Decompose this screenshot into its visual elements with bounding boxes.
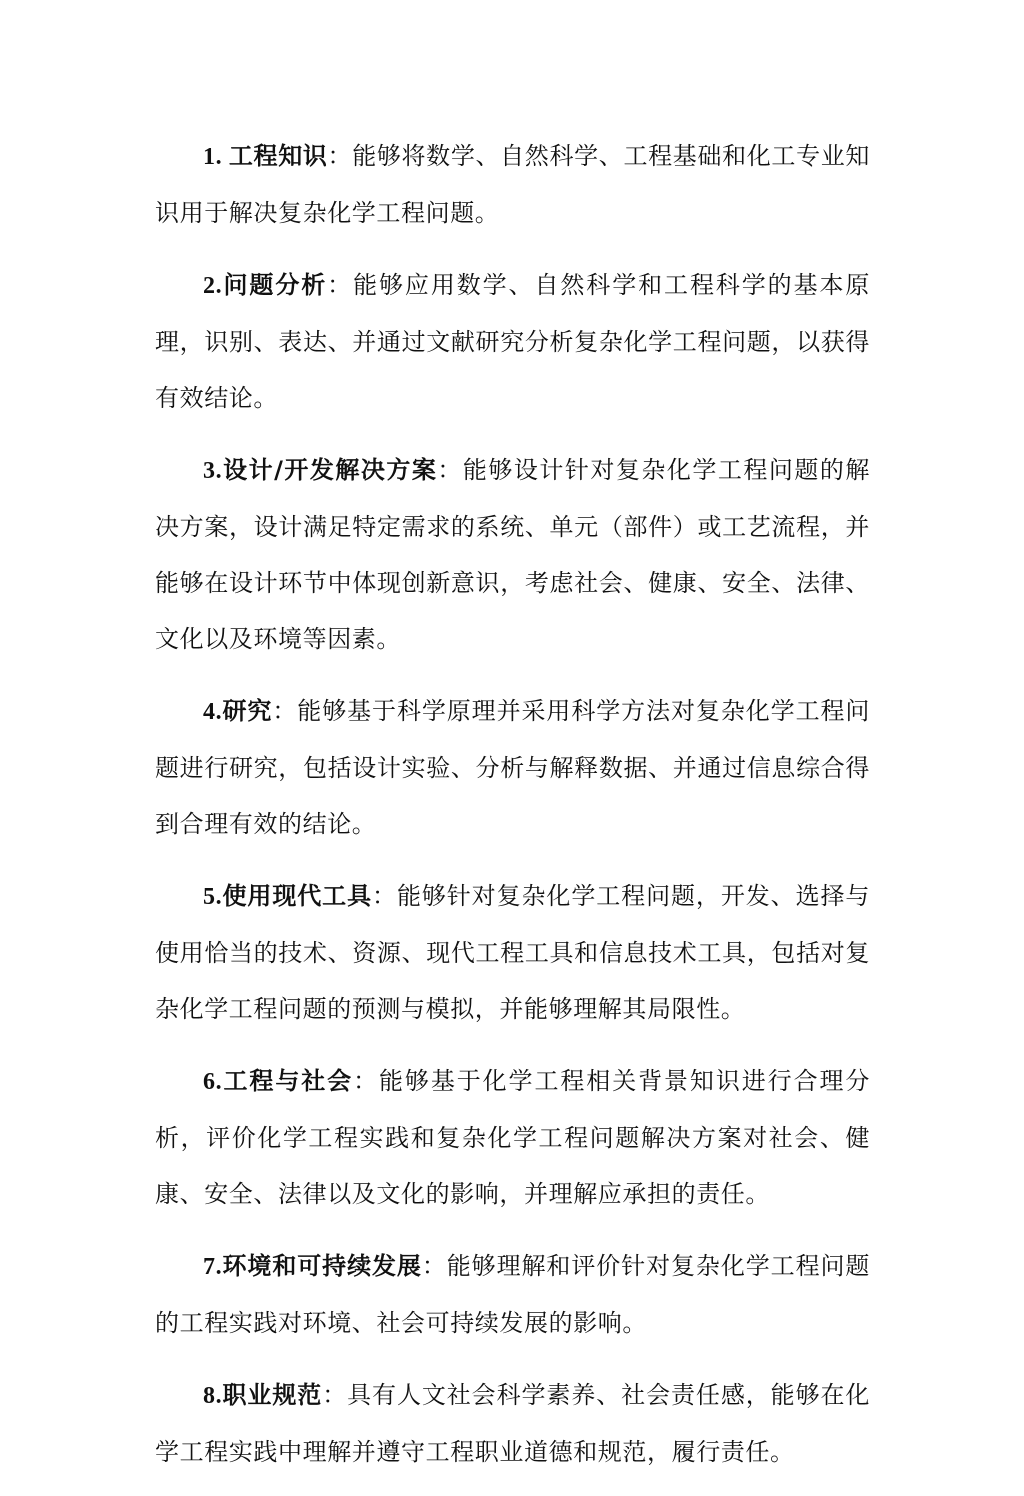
outcome-item-4 [155, 683, 870, 852]
item-separator: ： [353, 1067, 379, 1095]
item-separator: ： [437, 456, 463, 484]
item-separator: ： [327, 271, 354, 299]
item-title: 工程知识 [228, 142, 328, 170]
outcome-item-5 [155, 868, 870, 1037]
item-number: 4. [203, 699, 223, 725]
document-body [155, 128, 870, 1496]
item-number: 6. [203, 1069, 223, 1095]
item-text: 能够针对复杂化学工程问题，开发、选择与使用恰当的技术、资源、现代工程工具和信息技术工具，包括对复杂化学工程问题的预测与模拟，并能够理解其局限性。 [155, 882, 870, 1023]
outcome-item-2 [155, 257, 870, 426]
outcome-item-3 [155, 442, 870, 667]
item-number: 8. [203, 1383, 223, 1409]
item-title: 设计/开发解决方案 [222, 456, 438, 484]
item-text: 能够基于科学原理并采用科学方法对复杂化学工程问题进行研究，包括设计实验、分析与解释数据、并通过信息综合得到合理有效的结论。 [155, 697, 870, 838]
outcome-item-7 [155, 1238, 870, 1351]
item-title: 研究 [222, 697, 273, 725]
item-number: 2. [203, 273, 223, 299]
item-text: 能够基于化学工程相关背景知识进行合理分析，评价化学工程实践和复杂化学工程问题解决方案对社会、健康、安全、法律以及文化的影响，并理解应承担的责任。 [155, 1067, 871, 1208]
item-separator: ： [327, 142, 353, 170]
item-text: 具有人文社会科学素养、社会责任感，能够在化学工程实践中理解并遵守工程职业道德和规范，履行责任。 [155, 1381, 870, 1466]
item-separator: ： [272, 697, 298, 725]
item-text: 能够设计针对复杂化学工程问题的解决方案，设计满足特定需求的系统、单元（部件）或工艺流程，并能够在设计环节中体现创新意识，考虑社会、健康、安全、法律、文化以及环境等因素。 [155, 456, 870, 653]
item-title: 使用现代工具 [222, 882, 373, 910]
item-separator: ： [421, 1252, 447, 1280]
item-number: 1. [203, 144, 229, 170]
outcome-item-8 [155, 1367, 870, 1480]
item-title: 问题分析 [222, 271, 328, 299]
item-title: 工程与社会 [222, 1067, 354, 1095]
outcome-item-1 [155, 128, 870, 241]
item-separator: ： [322, 1381, 348, 1409]
item-number: 5. [203, 884, 223, 910]
item-text: 能够应用数学、自然科学和工程科学的基本原理，识别、表达、并通过文献研究分析复杂化学工程问题，以获得有效结论。 [155, 271, 871, 412]
item-number: 3. [203, 458, 223, 484]
item-text: 能够将数学、自然科学、工程基础和化工专业知识用于解决复杂化学工程问题。 [155, 142, 870, 227]
item-title: 环境和可持续发展 [222, 1252, 422, 1280]
outcome-item-6 [155, 1053, 870, 1222]
item-text: 能够理解和评价针对复杂化学工程问题的工程实践对环境、社会可持续发展的影响。 [155, 1252, 870, 1337]
item-number: 7. [203, 1254, 223, 1280]
item-title: 职业规范 [222, 1381, 323, 1409]
item-separator: ： [372, 882, 397, 910]
